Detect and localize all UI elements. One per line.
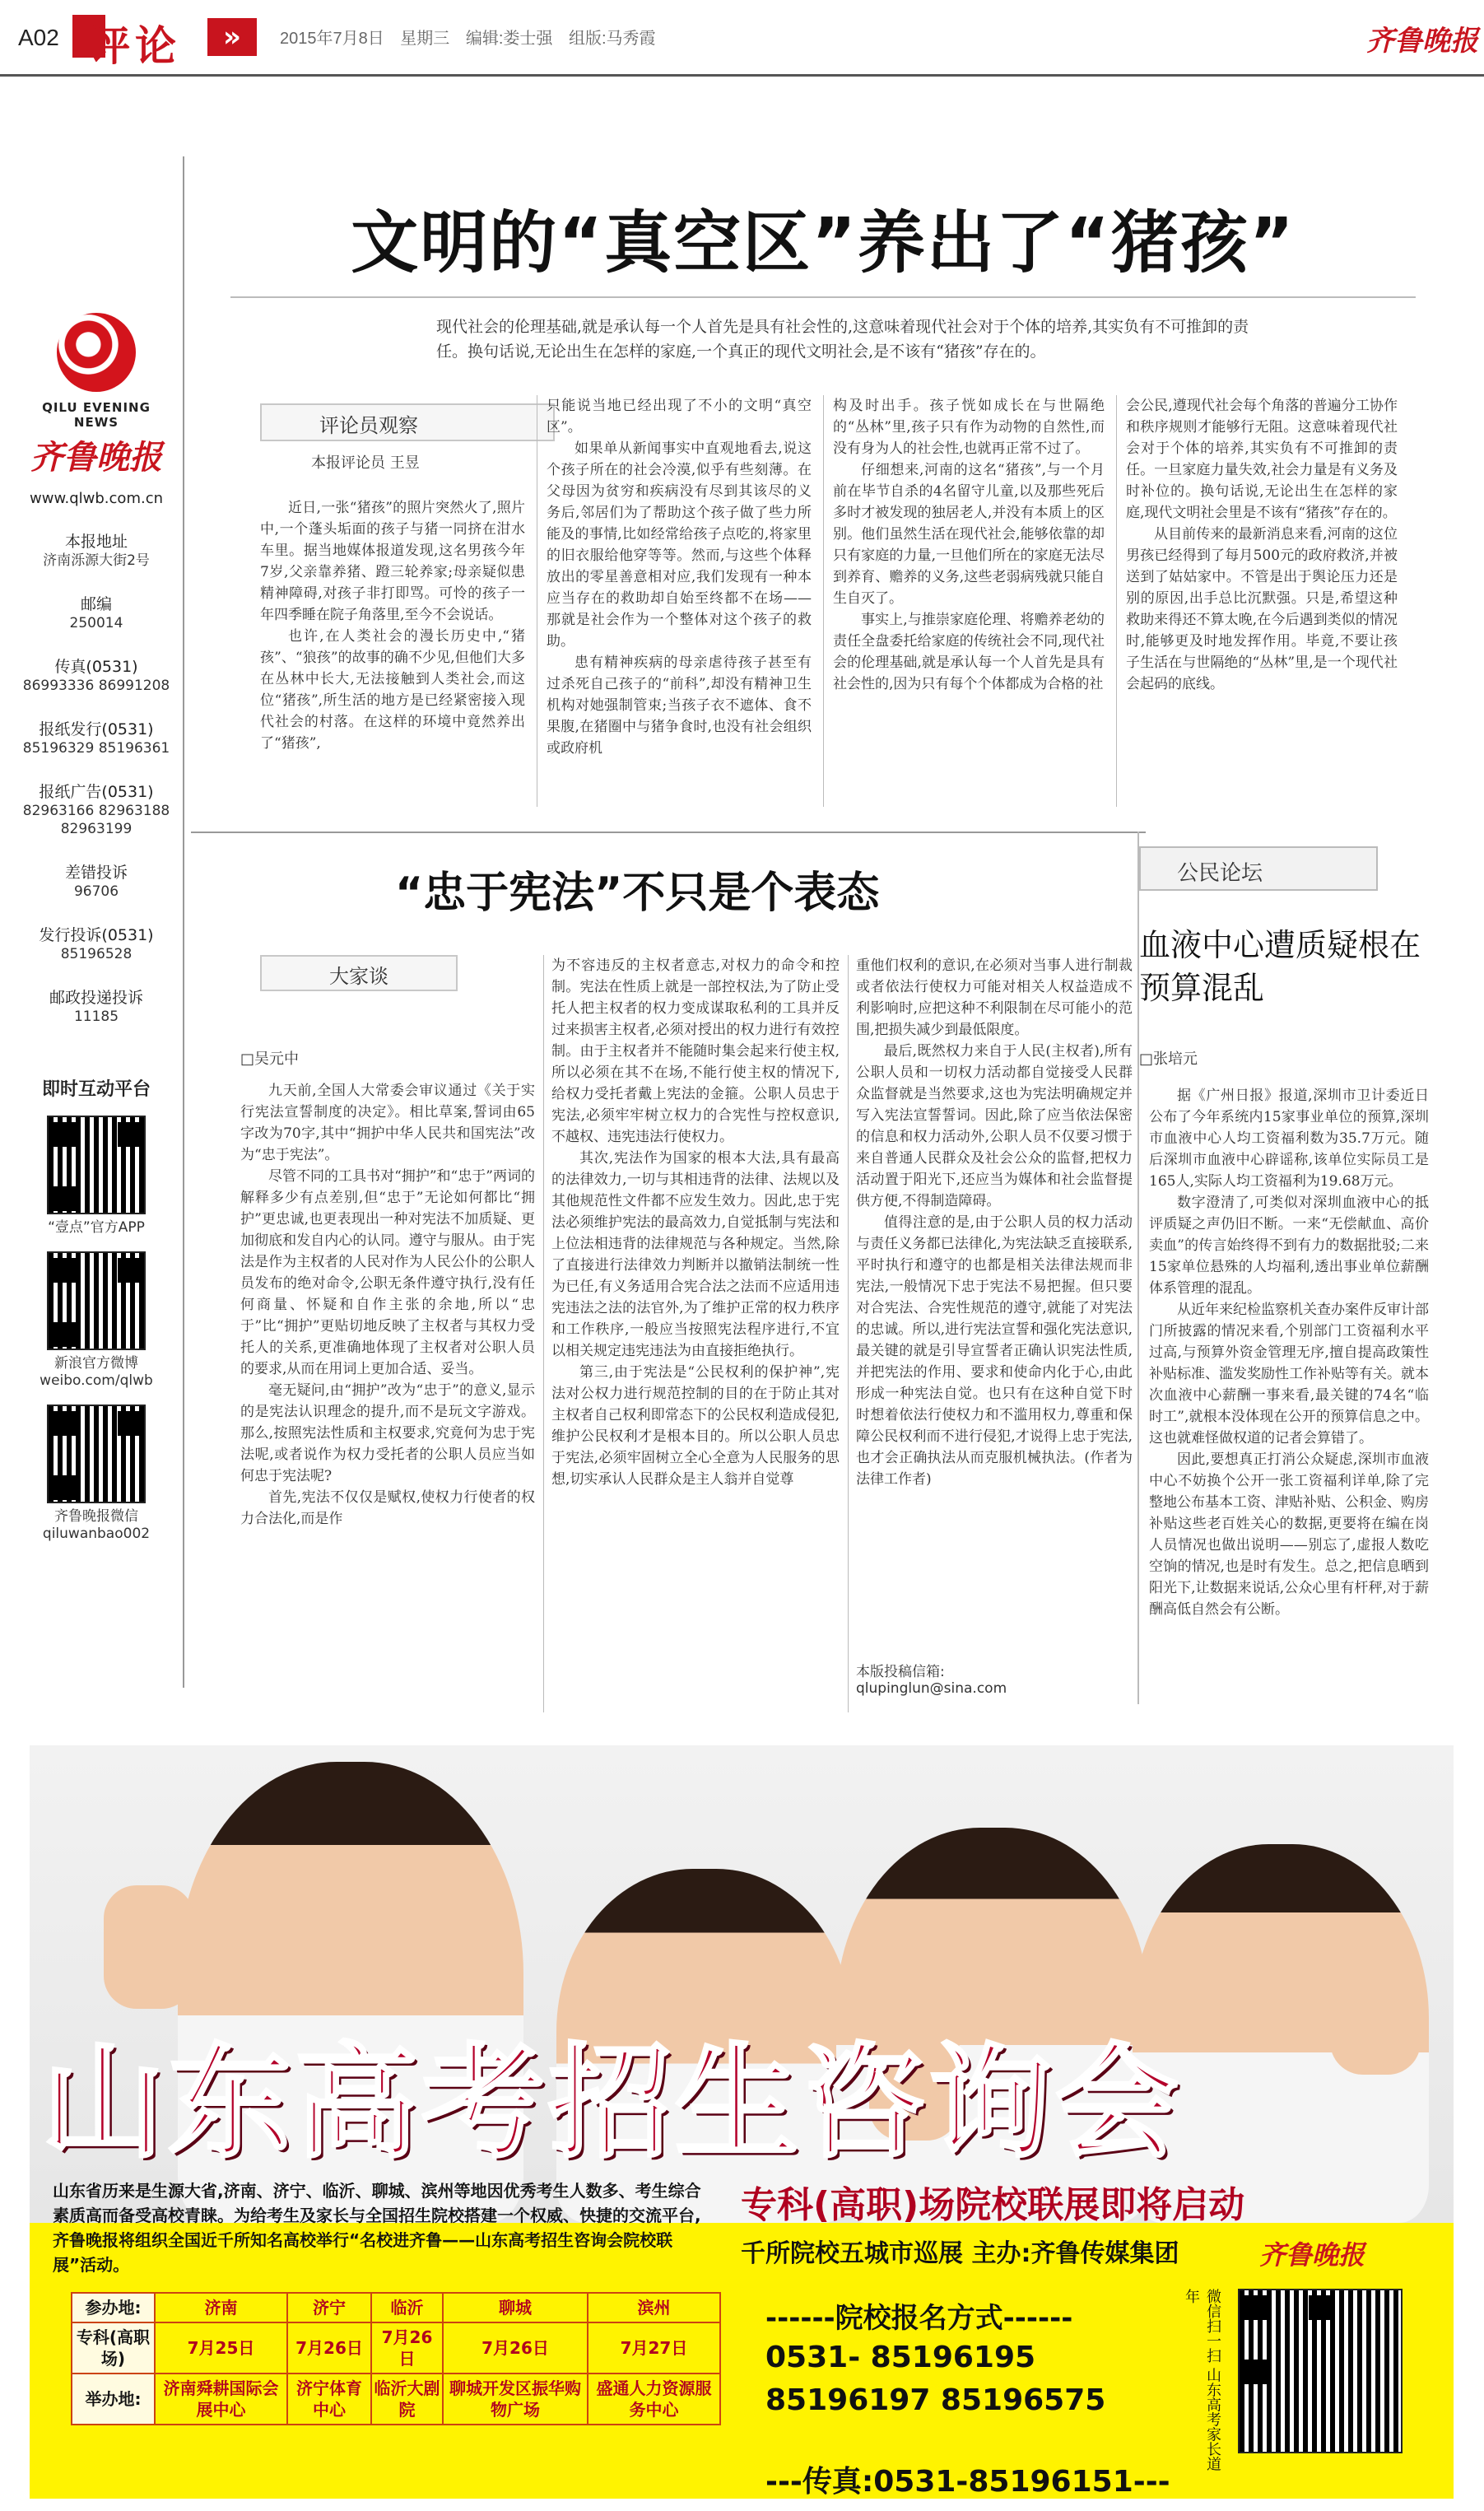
forum-byline: □张培元 xyxy=(1139,1051,1198,1068)
article1-column-2 xyxy=(547,395,812,810)
paragraph: 九天前,全国人大常委会审议通过《关于实行宪法宣誓制度的决定》。相比草案,誓词由65字改为70字,其中“拥护中华人民共和国宪法”改为“忠于宪法”。 xyxy=(240,1083,535,1163)
paragraph: 因此,要想真正打消公众疑虑,深圳市血液中心不妨换个公开一张工资福利详单,除了完整地公布基本工资、津贴补贴、公积金、购房补贴这些老百姓关心的数据,更要将在编在岗人员情况也做出说明——别忘了,虚报人数吃空饷的情况,也是时有发生。总之,把信息晒到阳光下,让数据来说话,公众心里有杆秤,对于薪酬高低自然会有公断。 xyxy=(1149,1451,1429,1618)
logo-chinese: 齐鲁晚报 xyxy=(30,438,162,477)
logo-english: QILU EVENING NEWS xyxy=(42,400,151,430)
submission-label: 本版投稿信箱: xyxy=(856,1664,945,1680)
hand-icon xyxy=(104,1885,194,2009)
article1-column-1 xyxy=(260,497,525,810)
table-cell: 济南舜耕国际会展中心 xyxy=(155,2374,287,2425)
submission-info xyxy=(856,1660,1007,1697)
paragraph: 首先,宪法不仅仅是赋权,使权力行使者的权力合法化,而是作 xyxy=(240,1489,535,1527)
table-cell: 临沂大剧院 xyxy=(371,2374,443,2425)
article1-headline: 文明的“真空区”养出了“猪孩” xyxy=(351,204,1296,282)
paragraph: 尽管不同的工具书对“拥护”和“忠于”两词的解释多少有点差别,但“忠于”无论如何都比“拥护”更忠诚,也更表现出一种对宪法不加质疑、更加彻底和发自内心的认同。遵守与服从。由于宪法是作为主权者的人民对作为人民公仆的公职人员发布的绝对命令,公职无条件遵守执行,没有任何商量、怀疑和自作主张的余地,所以“忠于”比“拥护”更贴切地反映了主权者与其权力受托人的关系,更准确地体现了主权者对公职人员的要求,从而在用词上更加合适、妥当。 xyxy=(240,1168,535,1377)
table-cell: 7月26日 xyxy=(371,2322,443,2374)
contact-item: 报纸广告(0531) 82963166 82963188 82963199 xyxy=(22,783,170,837)
sidebar-divider xyxy=(183,156,184,1688)
table-cell: 济宁 xyxy=(287,2293,371,2322)
paragraph: 从近年来纪检监察机关查办案件反审计部门所披露的情况来看,个别部门工资福利水平过高,与预算外资金管理无序,擅自提高政策性补贴标准、滥发奖励性工作补贴等有关。就本次血液中心薪酬一事来看,最关键的74名“临时工”,就根本没体现在公开的预算信息之中。这也就难怪做权道的记者会算错了。 xyxy=(1149,1302,1429,1447)
paragraph: 为不容违反的主权者意志,对权力的命令和控制。宪法在性质上就是一部控权法,为了防止受托人把主权者的权力变成谋取私利的工具并反过来损害主权者,必须对授出的权力进行有效控制。由于主权者并不能随时集会起来行使主权,所以必须在其不在场,不能行使主权的情况下,给权力受托者戴上宪法的金箍。公职人员忠于宪法,必须牢牢树立权力的合宪性与控权意识,不越权、违宪违法行使权力。 xyxy=(551,957,840,1145)
registration-title: ------院校报名方式------ xyxy=(765,2302,1073,2335)
table-cell: 济南 xyxy=(155,2293,287,2322)
paragraph: 毫无疑问,由“拥护”改为“忠于”的意义,显示的是宪法认识理念的提升,而不是玩文字游戏。那么,按照宪法性质和主权要求,究竟何为忠于宪法呢,或者说作为权力受托者的公职人员应当如何忠于宪法呢? xyxy=(240,1382,535,1484)
article1-lead: 现代社会的伦理基础,就是承认每一个人首先是具有社会性的,这意味着现代社会对于个体的培养,其实负有不可推卸的责任。换句话说,无论出生在怎样的家庭,一个真正的现代文明社会,是不该有“猪孩”存在的。 xyxy=(436,318,1249,361)
ad-headline: 山东高考招生咨询会 xyxy=(41,2032,1183,2175)
table-cell: 聊城 xyxy=(443,2293,588,2322)
table-cell: 聊城开发区振华购物广场 xyxy=(443,2374,588,2425)
interactive-platform-title: 即时互动平台 xyxy=(41,1079,151,1100)
paragraph: 会公民,遵现代社会每个角落的普遍分工协作和秩序规则才能够行无阻。这意味着现代社会对于个体的培养,其实负有不可推卸的责任。一旦家庭力量失效,社会力量是有义务及时补位的。换句话说,无论出生在怎样的家庭,现代文明社会里是不该有“猪孩”存在的。 xyxy=(1126,398,1398,521)
sidebar xyxy=(18,156,174,1688)
header-divider xyxy=(0,74,1484,77)
paragraph: 值得注意的是,由于公职人员的权力活动与责任义务都已法律化,为宪法缺乏直接联系,平时执行和遵守的也都是相关法律法规而非宪法,一般情况下忠于宪法不易把握。但只要对合宪法、合宪性规范的遵守,就能了对宪法的忠诚。所以,进行宪法宣誓和强化宪法意识,最关键的就是引导宣誓者正确认识宪法性质,并把宪法的作用、要求和使命内化于心,由此形成一种宪法自觉。也只有在这种自觉下时时想着依法行使权力和不滥用权力,尊重和保障公民权利而不进行侵犯,才说得上忠于宪法,也才会正确执法从而克服机械执法。(作者为法律工作者) xyxy=(856,1214,1133,1488)
ad-tour-info: 千所院校五城市巡展 主办:齐鲁传媒集团 xyxy=(741,2239,1179,2268)
registration-fax: ---传真:0531-85196151--- xyxy=(765,2465,1170,2499)
forum-body xyxy=(1149,1085,1429,1719)
article2-column-3 xyxy=(856,955,1133,1647)
column-divider xyxy=(823,395,824,807)
table-cell: 7月26日 xyxy=(443,2322,588,2374)
registration-phones[interactable]: 0531- 85196195 85196197 85196575 xyxy=(765,2341,1106,2417)
contact-item: 邮编 250014 xyxy=(69,595,123,631)
section-arrow-icon: » xyxy=(207,18,257,56)
paragraph: 第三,由于宪法是“公民权利的保护神”,宪法对公权力进行规范控制的目的在于防止其对主权者自己权利即常态下的公民权利造成侵犯,维护公民权利才是根本目的。所以公职人员忠于宪法,必须牢固树立全心全意为人民服务的思想,切实承认人民群众是主人翁并自觉尊 xyxy=(551,1364,840,1488)
contact-item: 传真(0531) 86993336 86991208 xyxy=(22,658,170,694)
table-row xyxy=(72,2374,720,2425)
masthead-logo: 齐鲁晚报 xyxy=(1366,25,1478,58)
article2-column-2 xyxy=(551,955,840,1714)
table-cell: 济宁体育中心 xyxy=(287,2374,371,2425)
contact-list xyxy=(18,532,174,1026)
paragraph: 重他们权利的意识,在必须对当事人进行制裁或者依法行使权力可能对相关人权益造成不利影响时,应把这种不利限制在尽可能小的范围,把损失减少到最低限度。 xyxy=(856,957,1133,1038)
page-number: A02 xyxy=(18,25,59,50)
table-cell: 参办地: xyxy=(72,2293,155,2322)
column-tag: 大家谈 xyxy=(329,965,388,988)
paragraph: 数字澄清了,可类似对深圳血液中心的抵评质疑之声仍旧不断。一来“无偿献血、高价卖血”的传言始终得不到有力的数据批驳;二来15家单位悬殊的人均福利,透出事业单位薪酬体系管理的混乱。 xyxy=(1149,1195,1429,1297)
column-divider xyxy=(848,955,849,1712)
table-cell: 临沂 xyxy=(371,2293,443,2322)
article1-column-3 xyxy=(833,395,1105,810)
paragraph: 也许,在人类社会的漫长历史中,“猪孩”、“狼孩”的故事的确不少见,但他们大多在丛林中长大,无法接触到人类社会,而这位“猪孩”,所生活的地方是已经紧密接入现代社会的村落。在这样的环境中竟然养出了“猪孩”, xyxy=(260,628,525,752)
newspaper-logo-icon xyxy=(57,313,136,392)
paragraph: 如果单从新闻事实中直观地看去,说这个孩子所在的社会冷漠,似乎有些刻薄。在父母因为贫穷和疾病没有尽到其该尽的义务后,邻居们为了帮助这个孩子做了些力所能及的事情,比如经常给孩子点吃的,将家里的旧衣服给他穿等等。然而,与这些个体释放出的零星善意相对应,我们发现有一种本应当存在的救助却自始至终都不在场——那就是社会作为一个整体对这个孩子的救助。 xyxy=(547,440,812,650)
table-row xyxy=(72,2293,720,2322)
section-divider xyxy=(191,832,1146,833)
qr-caption: 齐鲁晚报微信 qiluwanbao002 xyxy=(42,1508,151,1542)
table-cell: 盛通人力资源服务中心 xyxy=(588,2374,720,2425)
website-link[interactable]: www.qlwb.com.cn xyxy=(30,490,163,507)
article1-column-4 xyxy=(1126,395,1398,810)
ad-subtitle: 专科(高职)场院校联展即将启动 xyxy=(741,2184,1245,2226)
qr-code-icon[interactable] xyxy=(47,1405,146,1503)
forum-headline: 血液中心遭质疑根在预算混乱 xyxy=(1139,927,1421,1006)
article2-byline: □吴元中 xyxy=(240,1051,300,1068)
contact-item: 发行投诉(0531) 85196528 xyxy=(39,926,154,962)
paragraph: 从目前传来的最新消息来看,河南的这位男孩已经得到了每月500元的政府救济,并被送到了姑姑家中。不管是出于舆论压力还是别的原因,出手总比沉默强。只是,希望这种救助来得还不算太晚,在今后遇到类似的情况时,能够更及时地发挥作用。毕竟,不要让孩子生活在与世隔绝的“丛林”里,是一个现代社会起码的底线。 xyxy=(1126,526,1398,692)
paragraph: 仔细想来,河南的这名“猪孩”,与一个月前在毕节自杀的4名留守儿童,以及那些死后多时才被发现的独居老人,并没有本质上的区别。他们虽然生活在现代社会,能够依靠的却只有家庭的力量,一旦他们所在的家庭无法尽到养育、赡养的义务,这些老弱病残就只能自生自灭了。 xyxy=(833,462,1105,607)
table-cell: 滨州 xyxy=(588,2293,720,2322)
qr-code-icon[interactable] xyxy=(47,1116,146,1214)
table-cell: 7月25日 xyxy=(155,2322,287,2374)
forum-tag: 公民论坛 xyxy=(1177,861,1263,886)
table-cell: 7月27日 xyxy=(588,2322,720,2374)
contact-item: 差错投诉 96706 xyxy=(64,864,128,900)
headline-divider xyxy=(230,296,1416,298)
issue-meta: 2015年7月8日 星期三 编辑:娄士强 组版:马秀霞 xyxy=(280,30,656,48)
article2-column-1 xyxy=(240,1080,535,1714)
paragraph: 患有精神疾病的母亲虐待孩子甚至有过杀死自己孩子的“前科”,却没有精神卫生机构对她强制管束;当孩子衣不遮体、食不果腹,在猪圈中与猪争食时,也没有社会组织或政府机 xyxy=(547,655,812,757)
ad-logo: 齐鲁晚报 xyxy=(1259,2239,1365,2271)
article2-headline: “忠于宪法”不只是个表态 xyxy=(395,869,880,918)
ad-description: 山东省历来是生源大省,济南、济宁、临沂、聊城、滨州等地因优秀考生人数多、考生综合素质高而备受高校青睐。为给考生及家长与全国招生院校搭建一个权威、快捷的交流平台,齐鲁晚报将组织全国近千所知名高校举行“名校进齐鲁——山东高考招生咨询会院校联展”活动。 xyxy=(53,2181,701,2275)
wechat-prompt: 微信扫一扫 山东高考家长道年 xyxy=(1183,2289,1221,2471)
contact-item: 邮政投递投诉 11185 xyxy=(49,989,143,1025)
paragraph: 其次,宪法作为国家的根本大法,具有最高的法律效力,一切与其相违背的法律、法规以及其他规范性文件都不应发生效力。因此,忠于宪法必须维护宪法的最高效力,自觉抵制与宪法和上位法相违背的法律规范与各种规定。当然,除了直接进行法律效力判断并以撤销法制统一性为已任,有义务适用合宪合法之法而不应适用违宪违法之法的法官外,为了维护正常的权力秩序和工作秩序,一般应当按照宪法程序进行,不宜以相关规定违宪违法为由直接拒绝执行。 xyxy=(551,1150,840,1359)
paragraph: 构及时出手。孩子恍如成长在与世隔绝的“丛林”里,孩子只有作为动物的自然性,而没有身为人的社会性,也就再正常不过了。 xyxy=(833,398,1105,457)
qr-caption: “壹点”官方APP xyxy=(48,1219,145,1236)
paragraph: 只能说当地已经出现了不小的文明“真空区”。 xyxy=(547,398,812,436)
submission-email[interactable]: qlupinglun@sina.com xyxy=(856,1680,1007,1697)
section-title: 评论 xyxy=(89,22,181,70)
column-divider xyxy=(543,955,544,1712)
paragraph: 最后,既然权力来自于人民(主权者),所有公职人员和一切权力活动都自觉接受人民群众监督就是当然要求,这也为宪法明确规定并写入宪法宣誓誓词。因此,除了应当依法保密的信息和权力活动外,公职人员不仅要习惯于来自普通人民群众及社会公众的监督,把权力活动置于阳光下,还应当为媒体和社会监督提供方便,不得制造障碍。 xyxy=(856,1043,1133,1209)
column-divider xyxy=(1116,395,1117,807)
paragraph: 事实上,与推崇家庭伦理、将赡养老幼的责任全盘委托给家庭的传统社会不同,现代社会的伦理基础,就是承认每一个人首先是具有社会性的,因为只有每个个体都成为合格的社 xyxy=(833,612,1105,692)
article1-byline: 本报评论员 王昱 xyxy=(311,454,420,472)
table-row xyxy=(72,2322,720,2374)
paragraph: 近日,一张“猪孩”的照片突然火了,照片中,一个蓬头垢面的孩子与猪一同挤在泔水车里。据当地媒体报道发现,这名男孩今年7岁,父亲靠养猪、蹬三轮养家;母亲疑似患精神障碍,对孩子非打即骂。可怜的孩子一年四季睡在院子角落里,至今不会说话。 xyxy=(260,500,525,623)
column-tag: 评论员观察 xyxy=(319,414,418,437)
table-cell: 举办地: xyxy=(72,2374,155,2425)
qr-code-icon[interactable] xyxy=(47,1251,146,1350)
qr-caption: 新浪官方微博 weibo.com/qlwb xyxy=(40,1355,153,1389)
contact-item: 本报地址 济南泺源大街2号 xyxy=(43,533,150,569)
qr-code-icon[interactable] xyxy=(1238,2289,1403,2453)
table-cell: 专科(高职场) xyxy=(72,2322,155,2374)
schedule-table xyxy=(71,2292,721,2425)
paragraph: 据《广州日报》报道,深圳市卫计委近日公布了今年系统内15家事业单位的预算,深圳市血液中心人均工资福利数为35.7万元。随后深圳市血液中心辟谣称,该单位实际员工是165人,实际人均工资福利为19.68万元。 xyxy=(1149,1088,1429,1190)
table-cell: 7月26日 xyxy=(287,2322,371,2374)
contact-item: 报纸发行(0531) 85196329 85196361 xyxy=(22,720,170,757)
